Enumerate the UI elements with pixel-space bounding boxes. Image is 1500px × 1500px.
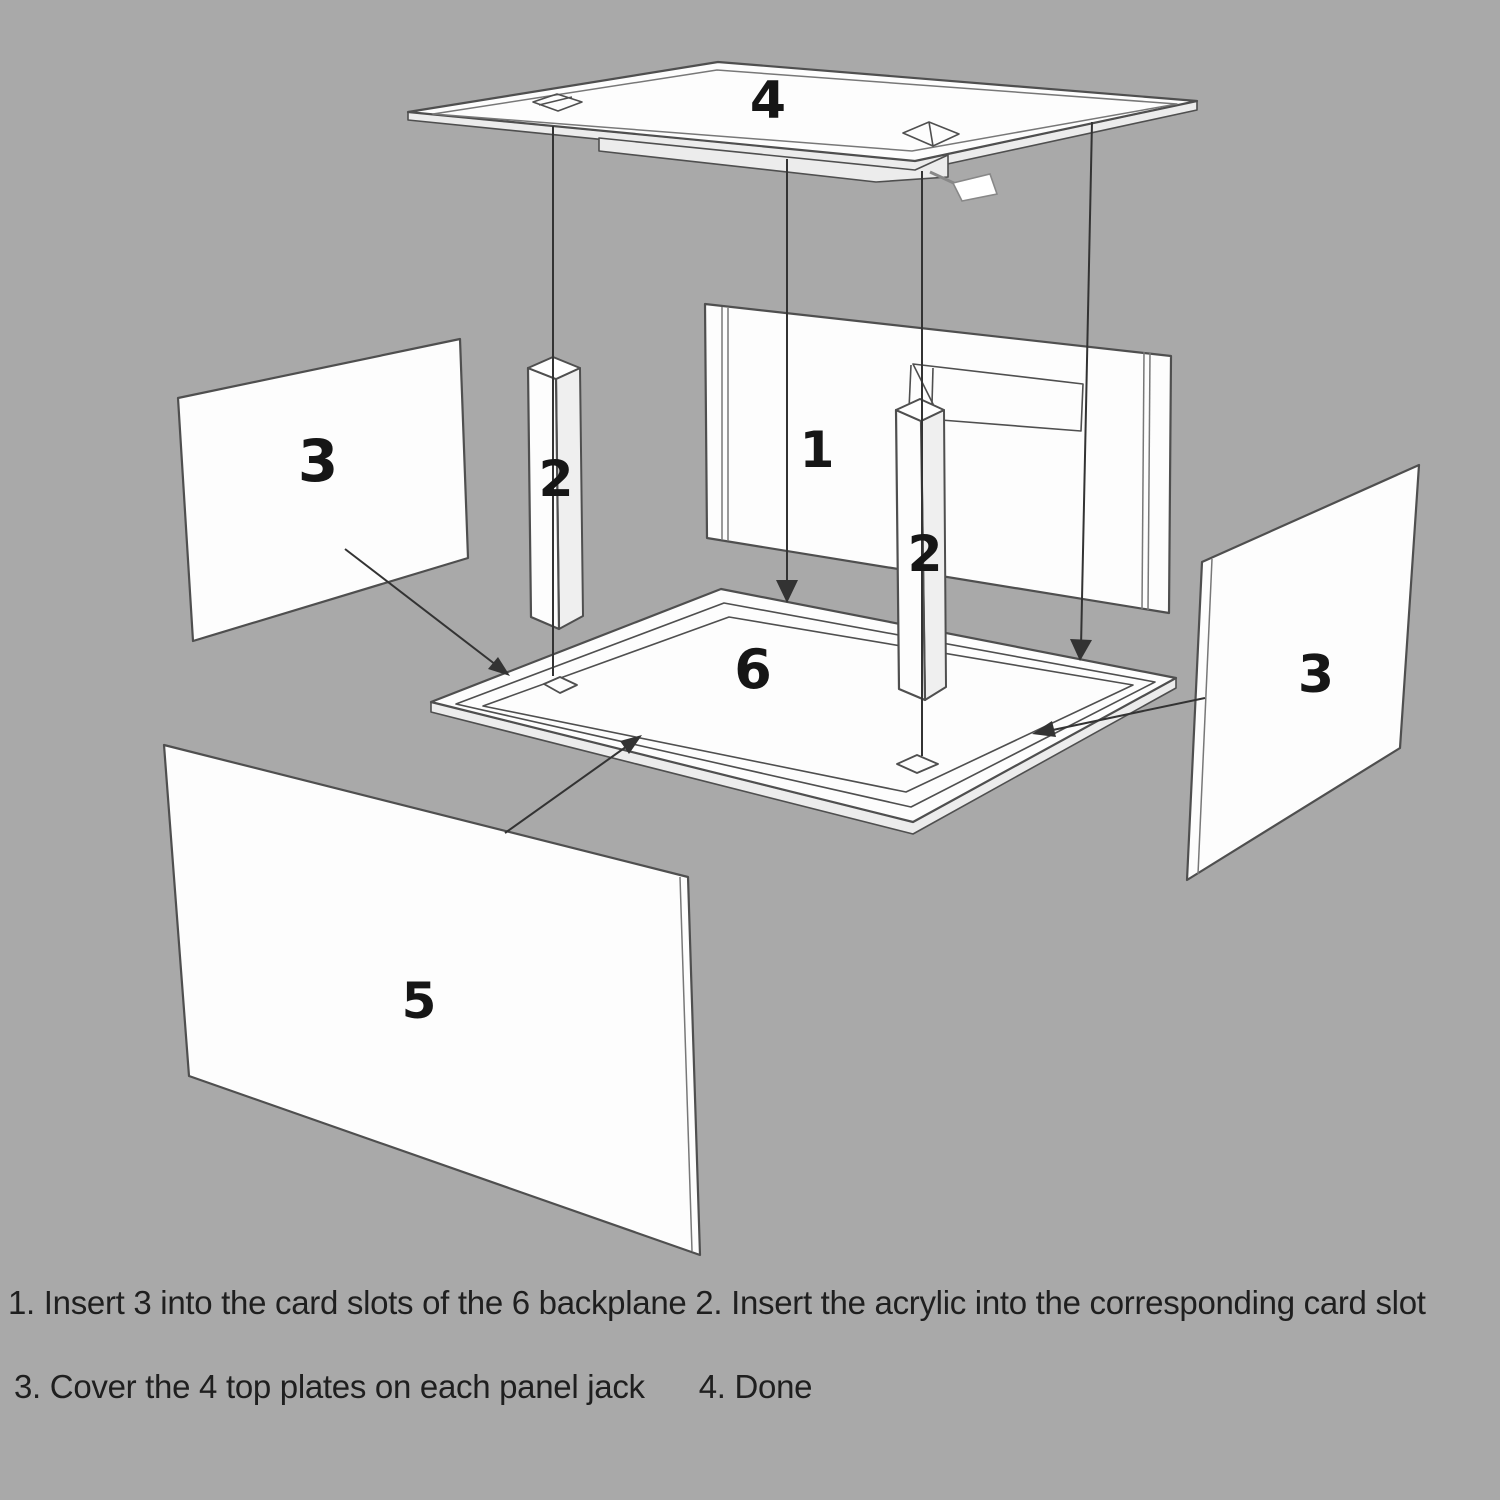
right-side-panel-label: 3 xyxy=(1297,645,1335,705)
instruction-step-4: 4. Done xyxy=(698,1368,813,1405)
instruction-step-1-2: 1. Insert 3 into the card slots of the 6 backplane 2. Insert the acrylic into the corresponding card slot xyxy=(8,1284,1426,1321)
back-panel-slot-notch xyxy=(932,368,933,404)
top-plate-label: 4 xyxy=(749,71,787,131)
instruction-step-3: 3. Cover the 4 top plates on each panel jack xyxy=(14,1368,645,1405)
instruction-line-2 xyxy=(14,1368,812,1406)
front-panel-label: 5 xyxy=(401,972,437,1030)
center-post-label: 2 xyxy=(907,525,943,583)
left-post-label: 2 xyxy=(538,450,574,508)
left-side-panel-label: 3 xyxy=(297,427,339,495)
back-panel-label: 1 xyxy=(799,421,835,479)
base-plate-label: 6 xyxy=(734,638,772,701)
